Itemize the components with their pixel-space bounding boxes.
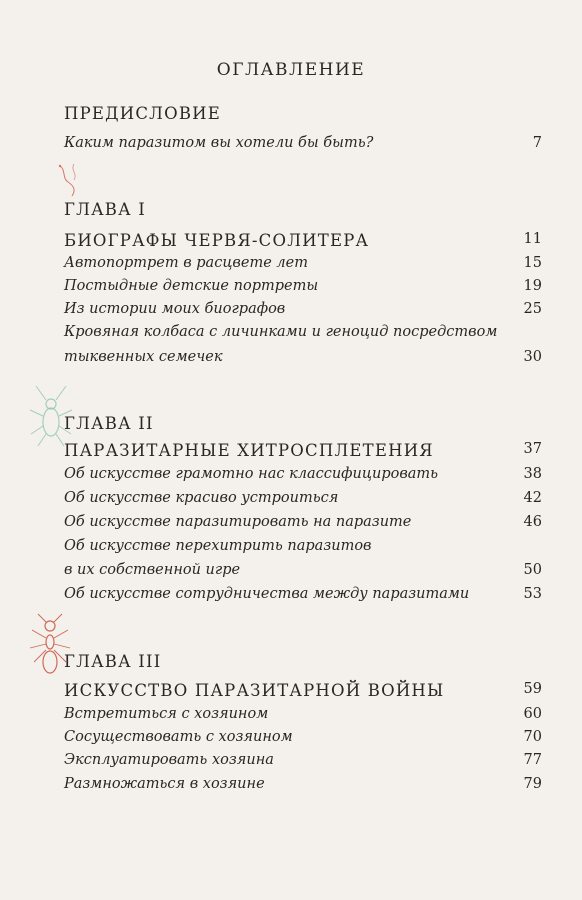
- toc-entry[interactable]: [64, 514, 542, 538]
- toc-entry-page: 25: [523, 301, 542, 317]
- toc-entry[interactable]: [64, 255, 542, 279]
- chapter-3-title-row[interactable]: [64, 681, 542, 705]
- chapter-page: 59: [523, 681, 542, 697]
- toc-entry-page: 50: [523, 562, 542, 578]
- chapter-page: 11: [523, 231, 542, 247]
- chapter-2-title-row[interactable]: [64, 441, 542, 465]
- toc-entry-page: 60: [523, 706, 542, 722]
- toc-entry[interactable]: [64, 586, 542, 610]
- chapter-1-label-row: [64, 200, 542, 224]
- toc-entry-title: Об искусстве паразитировать на паразите: [64, 514, 412, 530]
- chapter-label: ГЛАВА II: [64, 414, 154, 433]
- toc-entry-page: 70: [523, 729, 542, 745]
- toc-entry-title-continued: тыквенных семечек: [64, 349, 223, 365]
- chapter-1-title-row[interactable]: [64, 231, 542, 255]
- toc-entry-title: Каким паразитом вы хотели бы быть?: [64, 135, 374, 151]
- toc-entry-page: 38: [523, 466, 542, 482]
- toc-entry-title: Встретиться с хозяином: [64, 706, 269, 722]
- chapter-3-label-row: [64, 652, 542, 676]
- toc-entry-title: Эксплуатировать хозяина: [64, 752, 274, 768]
- toc-entry-title: Об искусстве красиво устроиться: [64, 490, 339, 506]
- chapter-label: ГЛАВА I: [64, 200, 146, 219]
- toc-entry-page: 53: [523, 586, 542, 602]
- toc-entry-title: Кровяная колбаса с личинками и геноцид посредством: [64, 324, 498, 340]
- toc-entry-page: 46: [523, 514, 542, 530]
- toc-title: ОГЛАВЛЕНИЕ: [216, 60, 366, 80]
- chapter-2-label-row: [64, 414, 542, 438]
- toc-entry-line2[interactable]: [64, 349, 542, 373]
- toc-entry[interactable]: [64, 729, 542, 753]
- toc-entry-page: 7: [532, 135, 542, 151]
- chapter-title: ПАРАЗИТАРНЫЕ ХИТРОСПЛЕТЕНИЯ: [64, 441, 434, 460]
- chapter-title: ИСКУССТВО ПАРАЗИТАРНОЙ ВОЙНЫ: [64, 681, 445, 700]
- toc-entry-title: Из истории моих биографов: [64, 301, 286, 317]
- chapter-title: БИОГРАФЫ ЧЕРВЯ-СОЛИТЕРА: [64, 231, 370, 250]
- toc-entry[interactable]: [64, 490, 542, 514]
- toc-entry-page: 19: [523, 278, 542, 294]
- toc-entry[interactable]: [64, 135, 542, 159]
- toc-entry-title: Постыдные детские портреты: [64, 278, 319, 294]
- toc-entry-page: 42: [523, 490, 542, 506]
- chapter-label: ГЛАВА III: [64, 652, 162, 671]
- toc-entry-title: Автопортрет в расцвете лет: [64, 255, 308, 271]
- chapter-page: 37: [523, 441, 542, 457]
- toc-entry-page: 79: [523, 776, 542, 792]
- toc-entry-line1[interactable]: [64, 324, 542, 348]
- toc-entry-title: Сосуществовать с хозяином: [64, 729, 293, 745]
- toc-entry[interactable]: [64, 466, 542, 490]
- toc-entry[interactable]: [64, 752, 542, 776]
- toc-entry[interactable]: [64, 278, 542, 302]
- toc-entry-title: Об искусстве грамотно нас классифицировать: [64, 466, 439, 482]
- preface-heading-row: [64, 104, 542, 128]
- toc-entry-title: Об искусстве сотрудничества между паразитами: [64, 586, 470, 602]
- toc-entry-title: Об искусстве перехитрить паразитов: [64, 538, 372, 554]
- toc-entry[interactable]: [64, 776, 542, 800]
- toc-entry[interactable]: [64, 301, 542, 325]
- toc-entry-page: 15: [523, 255, 542, 271]
- preface-heading: ПРЕДИСЛОВИЕ: [64, 104, 222, 123]
- toc-entry[interactable]: [64, 706, 542, 730]
- toc-entry-line1[interactable]: [64, 538, 542, 562]
- toc-entry-page: 30: [523, 349, 542, 365]
- toc-entry-page: 77: [523, 752, 542, 768]
- toc-entry-title-continued: в их собственной игре: [64, 562, 241, 578]
- toc-entry-line2[interactable]: [64, 562, 542, 586]
- red-worm-icon: [52, 160, 88, 200]
- toc-entry-title: Размножаться в хозяине: [64, 776, 265, 792]
